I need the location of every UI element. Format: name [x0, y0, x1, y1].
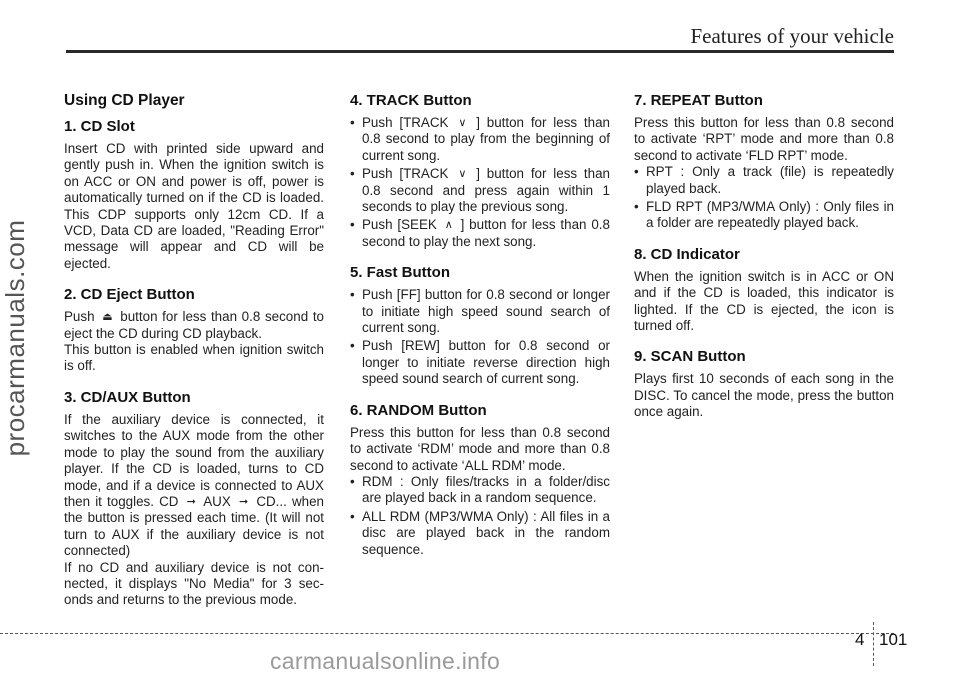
- list-item: [350, 115, 610, 164]
- scan-title: 9. SCAN Button: [634, 348, 746, 366]
- fast-list: [350, 287, 610, 387]
- eject-icon: ⏏: [102, 311, 113, 324]
- fast-title: 5. Fast Button: [350, 264, 450, 282]
- repeat-list: [634, 164, 894, 232]
- cd-eject-title: 2. CD Eject Button: [64, 286, 195, 304]
- list-item: • RDM : Only files/tracks in a folder/disc are played back in a random sequence.: [350, 474, 610, 507]
- column-3: [634, 92, 894, 421]
- chapter-number: 4: [855, 630, 865, 649]
- random-list: [350, 474, 610, 558]
- random-title: 6. RANDOM Button: [350, 401, 487, 419]
- track-b3-b: ] button for less than 0.8 second to play the next song.: [362, 217, 610, 249]
- cd-aux-note: If no CD and auxiliary device is not con- nected, it displays "No Media" for 3 sec- onds and returns to the previous mode.: [64, 559, 324, 608]
- cd-aux-text-b: AUX: [203, 493, 231, 509]
- list-item: [350, 217, 610, 250]
- cd-slot-title: 1. CD Slot: [64, 118, 135, 135]
- cd-slot-text: Insert CD with printed side upward and gently push in. When the ignition switch is on ACC or ON and power is off, power is automatically turned on if the CD is loaded. This CDP supports only 12cm CD. If a VCD, Data CD are loaded, "Reading Error" message will appear and CD will be ejected.: [64, 141, 324, 271]
- chevron-up-icon: ∧: [444, 219, 453, 232]
- cd-aux-text: [64, 412, 324, 560]
- list-item: • FLD RPT (MP3/WMA Only) : Only files in a folder are repeatedly played back.: [634, 199, 894, 232]
- repeat-text: Press this button for less than 0.8 second to activate ‘RPT’ mode and more than 0.8 second to activate ‘FLD RPT’ mode.: [634, 115, 894, 163]
- cd-indicator-text: When the ignition switch is in ACC or ON and if the CD is loaded, this indicator is lighted. If the CD is ejected, the icon is turned off.: [634, 268, 894, 334]
- list-item: • Push [FF] button for 0.8 second or longer to initiate high speed sound search of current song.: [350, 287, 610, 336]
- scan-text: Plays first 10 seconds of each song in the DISC. To cancel the mode, press the button once again.: [634, 371, 894, 420]
- cd-eject-text-b: button for less than 0.8 second to eject the CD during CD playback.: [64, 309, 324, 341]
- track-b1-b: ] button for less than 0.8 second to play from the beginning of current song.: [362, 115, 610, 163]
- track-b1-a: Push [TRACK: [362, 115, 449, 130]
- cd-aux-text-c: CD... when the button is pressed each time. (It will not turn to AUX if the auxiliary device is not connected): [64, 493, 324, 559]
- cd-aux-title: 3. CD/AUX Button: [64, 388, 191, 406]
- cd-indicator-title: 8. CD Indicator: [634, 245, 740, 263]
- cd-eject-text-a: Push: [64, 309, 95, 325]
- track-b3-a: Push [SEEK: [362, 217, 437, 233]
- chevron-down-icon: ∨: [458, 117, 467, 129]
- list-item: • ALL RDM (MP3/WMA Only) : All files in a disc are played back in the random sequence.: [350, 509, 610, 558]
- list-item: • RPT : Only a track (file) is repeatedly played back.: [634, 164, 894, 197]
- header-rule: [66, 50, 894, 53]
- column-1: [64, 92, 324, 609]
- arrow-right-icon: ➞: [186, 495, 196, 508]
- random-text: Press this button for less than 0.8 second to activate ‘RDM’ mode and more than 0.8 second to activate ‘ALL RDM’ mode.: [350, 424, 610, 473]
- track-list: [350, 115, 610, 250]
- arrow-right-icon: ➞: [238, 495, 249, 508]
- header-title: Features of your vehicle: [690, 24, 894, 48]
- column-2: [350, 92, 610, 560]
- page-number: 101: [879, 630, 908, 649]
- list-item: [350, 166, 610, 215]
- bottom-watermark: carmanualsonline.info: [270, 648, 501, 674]
- section-title: Using CD Player: [64, 92, 185, 109]
- track-b2-a: Push [TRACK: [362, 166, 449, 182]
- track-b2-b: ] button for less than 0.8 second and press again within 1 seconds to play the previous song.: [362, 166, 610, 215]
- cd-eject-text: [64, 309, 324, 342]
- side-watermark: procarmanuals.com: [0, 219, 30, 457]
- cd-aux-text-a: If the auxiliary device is connected, it switches to the AUX mode from the other mode to play the sound from the auxiliary player. If the CD is loaded, turns to CD mode, and if a device is connected to AUX then it toggles. CD: [64, 411, 324, 509]
- chevron-down-icon: ∨: [458, 168, 467, 181]
- footer-rule: [0, 633, 894, 634]
- cd-eject-note: This button is enabled when ignition switch is off.: [64, 342, 324, 374]
- repeat-title: 7. REPEAT Button: [634, 92, 763, 109]
- track-title: 4. TRACK Button: [350, 92, 472, 109]
- list-item: • Push [REW] button for 0.8 second or longer to initiate reverse direction high speed sound search of current song.: [350, 338, 610, 387]
